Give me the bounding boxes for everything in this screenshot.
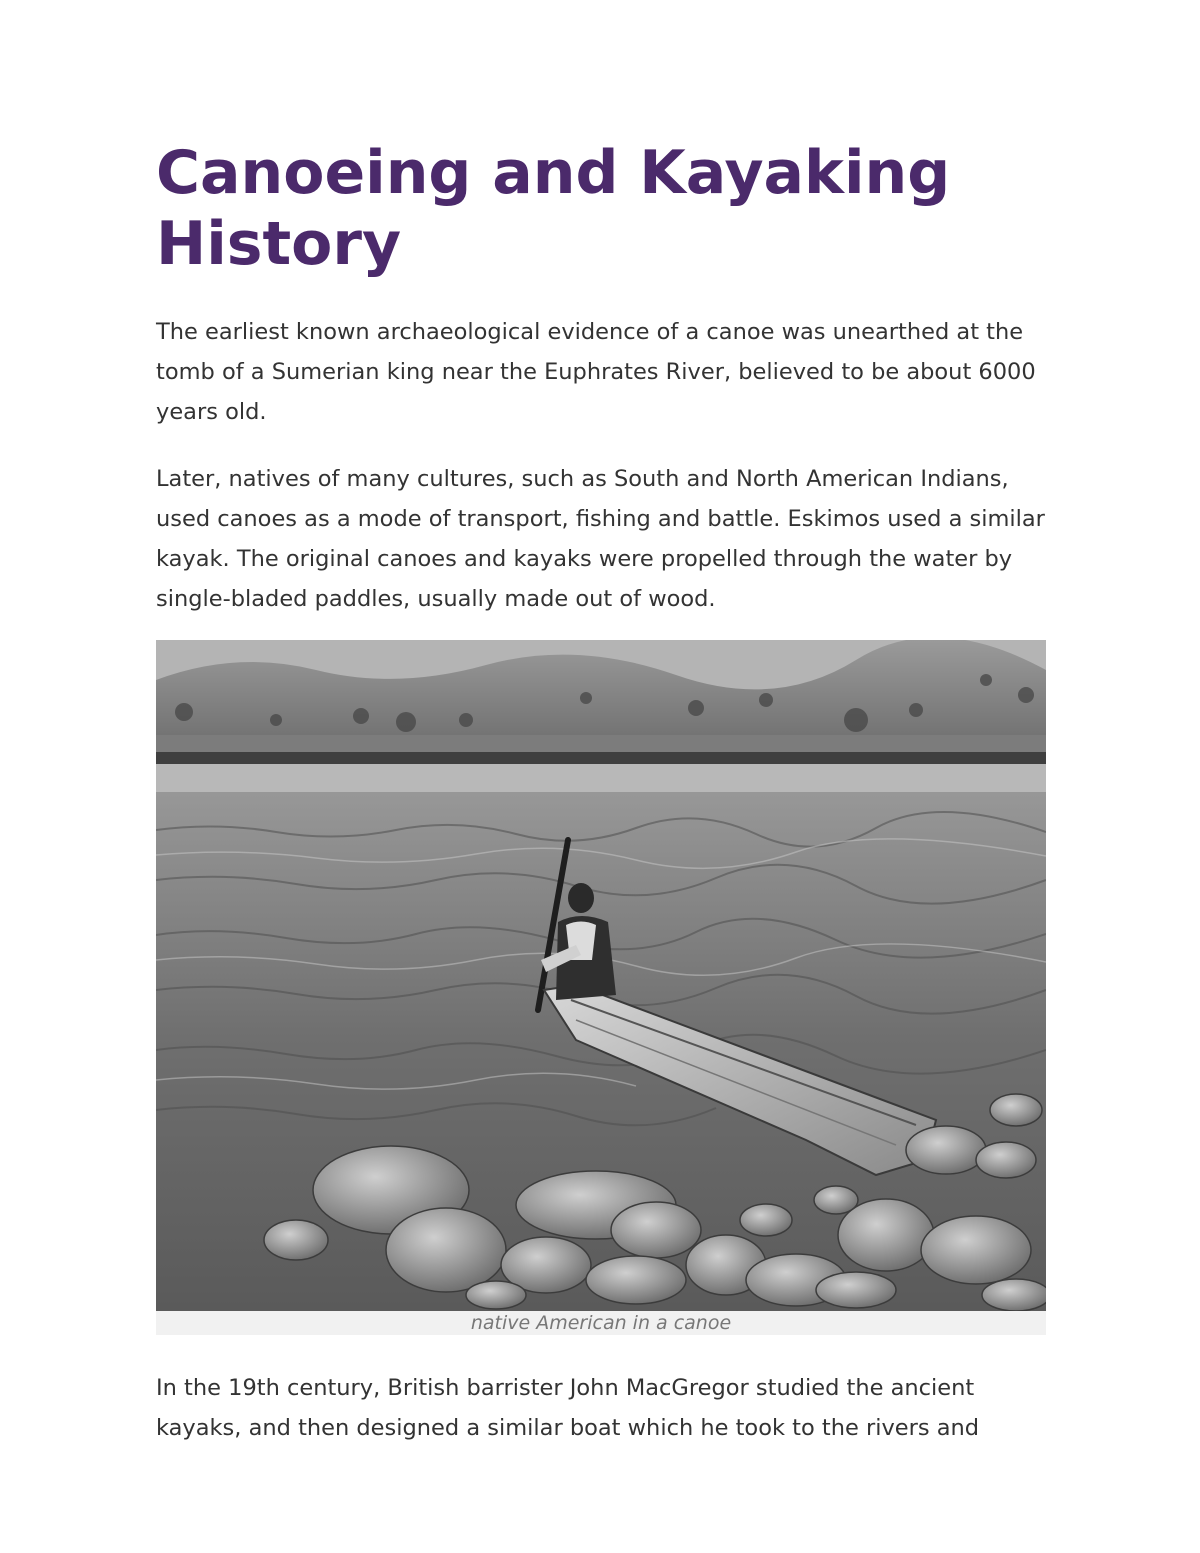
- paragraph-later-natives: Later, natives of many cultures, such as South and North American Indians, used canoes as a mode of transport, fishing and battle. Eskimos used a similar kayak. The original canoes and kayaks were propelled through the water by single-bladed paddles, usually made out of wood.: [156, 466, 1045, 612]
- paragraph-19th-century: In the 19th century, British barrister John MacGregor studied the ancient kayaks, and then designed a similar boat which he took to the rivers and: [156, 1375, 980, 1441]
- figure-caption: native American in a canoe: [470, 1312, 732, 1334]
- page-title: Canoeing and Kayaking History: [156, 138, 951, 279]
- figure: [156, 640, 1046, 1335]
- paragraph-earliest-evidence: The earliest known archaeological evidence of a canoe was unearthed at the tomb of a Sumerian king near the Euphrates River, believed to be about 6000 years old.: [156, 319, 1036, 425]
- canoe-photo: [156, 640, 1046, 1311]
